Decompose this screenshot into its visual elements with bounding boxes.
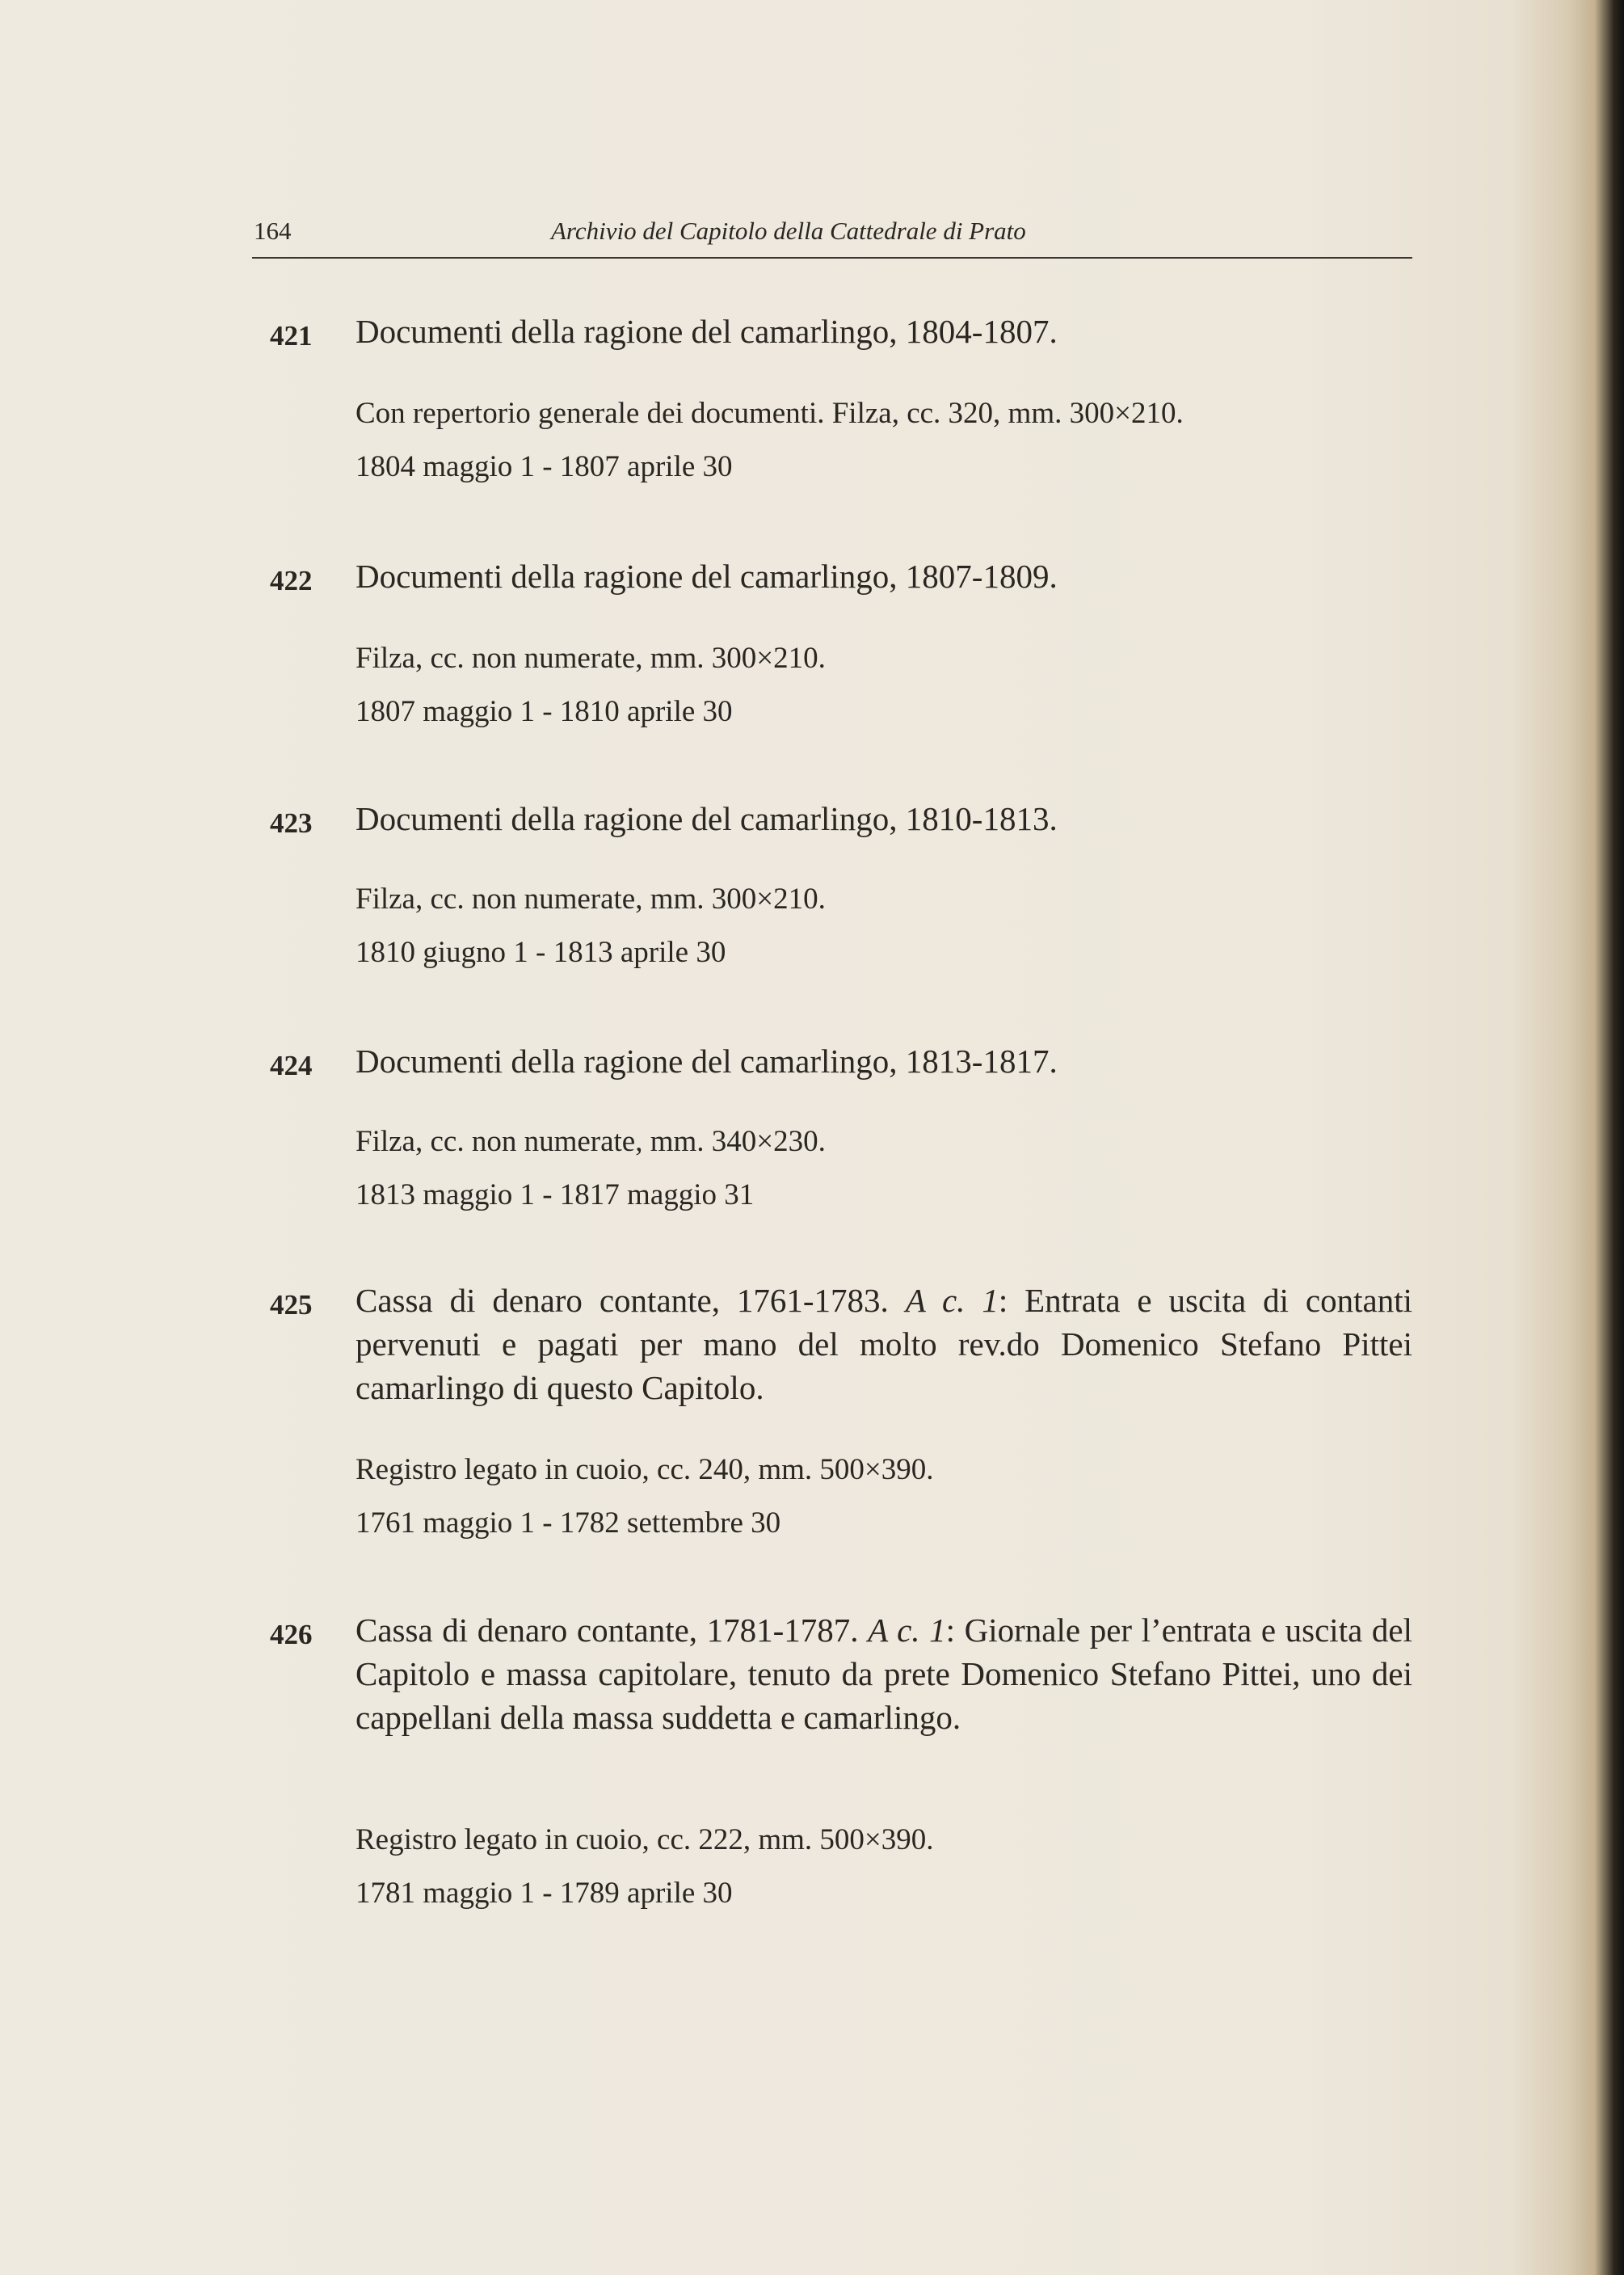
- entry-title: Documenti della ragione del camarlingo, 1804-1807.: [356, 313, 1058, 350]
- entry-description: Registro legato in cuoio, cc. 222, mm. 500×390.: [356, 1823, 934, 1856]
- entry-title-folio: A c. 1: [868, 1611, 946, 1649]
- entry-dates: 1781 maggio 1 - 1789 aprile 30: [356, 1877, 733, 1910]
- page-number: 164: [254, 217, 292, 245]
- entry-title: Documenti della ragione del camarlingo, 1807-1809.: [356, 558, 1058, 595]
- entry-description: Registro legato in cuoio, cc. 240, mm. 500×390.: [356, 1453, 934, 1486]
- entry-dates: 1761 maggio 1 - 1782 settembre 30: [356, 1506, 781, 1540]
- entry-number: 421: [270, 320, 313, 352]
- entry-number: 423: [270, 807, 313, 839]
- entry-description: Con repertorio generale dei documenti. Filza, cc. 320, mm. 300×210.: [356, 397, 1184, 430]
- running-title: Archivio del Capitolo della Cattedrale di Prato: [551, 217, 1026, 245]
- entry-title-content: : Giornale per l’entrata e uscita del Capitolo e massa capitolare, tenuto da prete Domenico Stefano Pittei, uno dei cappellani della massa suddetta e camarlingo.: [356, 1611, 1412, 1736]
- entry-dates: 1813 maggio 1 - 1817 maggio 31: [356, 1178, 755, 1211]
- entry-title: [356, 1608, 1412, 1739]
- running-head: [252, 215, 1412, 259]
- entry-title: Documenti della ragione del camarlingo, 1810-1813.: [356, 800, 1058, 837]
- entry-number: 426: [270, 1619, 313, 1650]
- entry-title-folio: A c. 1: [905, 1282, 999, 1319]
- entry-number: 422: [270, 565, 313, 596]
- entry-title: [356, 1279, 1412, 1409]
- entry-title: Documenti della ragione del camarlingo, 1813-1817.: [356, 1043, 1058, 1080]
- entry-dates: 1807 maggio 1 - 1810 aprile 30: [356, 695, 733, 728]
- entry-number: 424: [270, 1050, 313, 1081]
- entry-dates: 1810 giugno 1 - 1813 aprile 30: [356, 936, 726, 969]
- entry-title-main: Cassa di denaro contante, 1761-1783.: [356, 1282, 906, 1319]
- entry-dates: 1804 maggio 1 - 1807 aprile 30: [356, 450, 733, 483]
- entry-description: Filza, cc. non numerate, mm. 340×230.: [356, 1125, 826, 1158]
- entry-title-main: Cassa di denaro contante, 1781-1787.: [356, 1611, 869, 1649]
- entry-description: Filza, cc. non numerate, mm. 300×210.: [356, 883, 826, 916]
- entry-number: 425: [270, 1289, 313, 1321]
- entry-title-content: : Entrata e uscita di contanti pervenuti e pagati per mano del molto rev.do Domenico Stefano Pittei camarlingo di questo Capitolo.: [356, 1282, 1412, 1406]
- entry-description: Filza, cc. non numerate, mm. 300×210.: [356, 642, 826, 675]
